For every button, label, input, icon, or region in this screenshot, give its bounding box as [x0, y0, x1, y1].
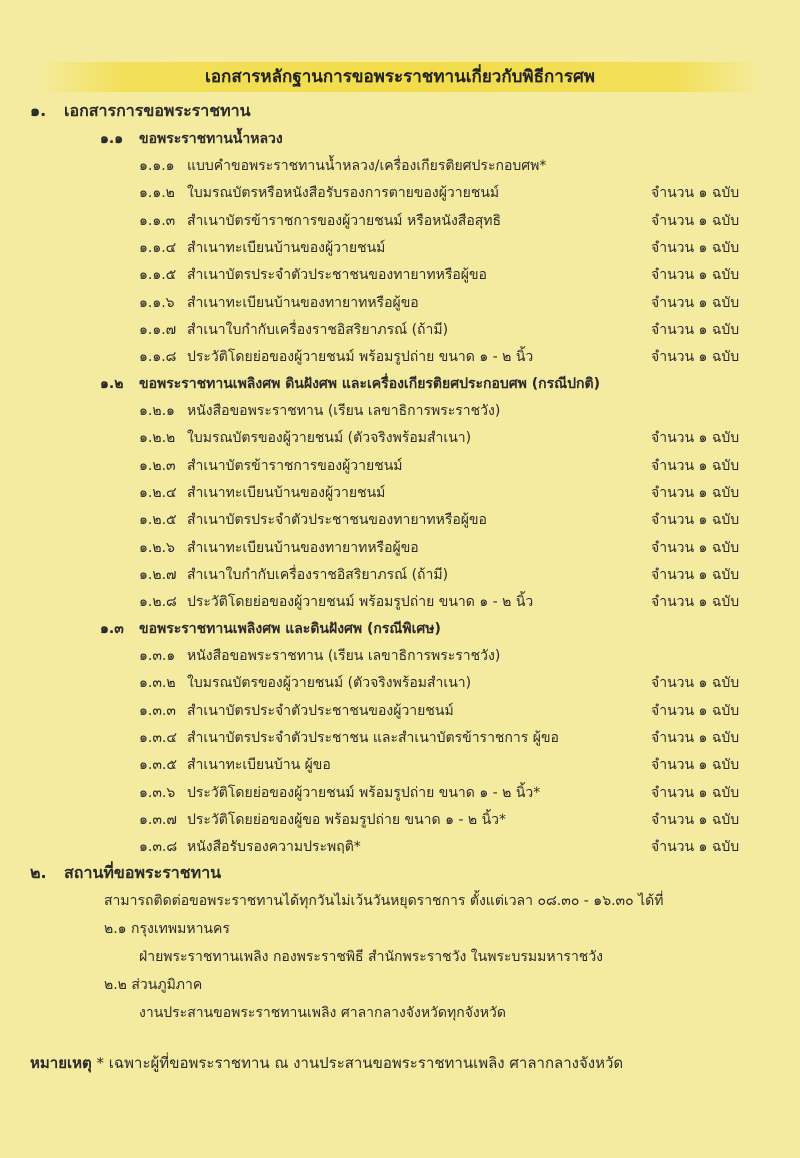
footnote [30, 1049, 623, 1077]
item-number: ๑.๓.๖ [139, 784, 176, 801]
item-text: สำเนาบัตรประจำตัวประชาชนของทายาทหรือผู้ขอ [187, 512, 487, 529]
item-number: ๑.๑.๗ [139, 321, 177, 338]
list-item [0, 317, 800, 343]
item-text: สำเนาใบกำกับเครื่องราชอิสริยาภรณ์ (ถ้ามี) [187, 321, 449, 338]
list-item [0, 235, 800, 261]
item-number: ๑.๓.๑ [139, 648, 176, 664]
list-item [0, 670, 800, 696]
item-text: สำเนาบัตรประจำตัวประชาชน และสำเนาบัตรข้าราชการ ผู้ขอ [187, 729, 559, 746]
list-item [0, 208, 800, 234]
list-item [0, 344, 800, 370]
section-number: ๒. [30, 863, 47, 882]
subsection-label: ขอพระราชทานเพลิงศพ ดินฝังศพ และเครื่องเกียรติยศประกอบศพ (กรณีปกติ) [139, 376, 601, 392]
item-quantity: จำนวน ๑ ฉบับ [651, 349, 740, 366]
subsection-number: ๑.๓ [100, 621, 124, 637]
item-quantity: จำนวน ๑ ฉบับ [651, 784, 740, 801]
subsection-1-3-heading [0, 616, 800, 642]
item-number: ๑.๒.๕ [139, 512, 177, 529]
item-quantity: จำนวน ๑ ฉบับ [651, 457, 740, 474]
list-item [0, 834, 800, 860]
location-bangkok-heading [104, 916, 230, 942]
item-number: ๑.๑.๕ [139, 267, 177, 284]
list-item [0, 398, 800, 424]
subsection-1-2-heading [0, 371, 800, 397]
section-label: สถานที่ขอพระราชทาน [64, 863, 222, 882]
item-text: สำเนาบัตรข้าราชการของผู้วายชนม์ [187, 457, 403, 474]
location-bangkok-detail: ฝ่ายพระราชทานเพลิง กองพระราชพิธี สำนักพระราชวัง ในพระบรมมหาราชวัง [139, 949, 604, 965]
item-quantity: จำนวน ๑ ฉบับ [651, 321, 740, 338]
subsection-number: ๑.๑ [100, 131, 124, 147]
item-text: สำเนาใบกำกับเครื่องราชอิสริยาภรณ์ (ถ้ามี) [187, 566, 449, 583]
subsection-1-1-heading [0, 126, 800, 152]
subsection-number: ๑.๒ [100, 376, 124, 392]
item-text: ใบมรณบัตรของผู้วายชนม์ (ตัวจริงพร้อมสำเนา) [187, 675, 472, 692]
list-item [0, 807, 800, 833]
list-item [0, 290, 800, 316]
footnote-label: หมายเหตุ [30, 1054, 92, 1072]
list-item [0, 180, 800, 206]
item-number: ๑.๓.๕ [139, 757, 177, 774]
item-number: ๑.๑.๓ [139, 212, 176, 229]
item-quantity: จำนวน ๑ ฉบับ [651, 239, 740, 256]
item-quantity: จำนวน ๑ ฉบับ [651, 512, 740, 529]
item-quantity: จำนวน ๑ ฉบับ [651, 539, 740, 556]
item-number: ๑.๑.๒ [139, 185, 175, 202]
item-quantity: จำนวน ๑ ฉบับ [651, 594, 740, 611]
section-1-heading [0, 98, 800, 124]
item-number: ๑.๒.๖ [139, 539, 175, 556]
list-item [0, 562, 800, 588]
item-text: ใบมรณบัตรหรือหนังสือรับรองการตายของผู้วายชนม์ [187, 185, 500, 202]
footnote-text: * เฉพาะผู้ที่ขอพระราชทาน ณ งานประสานขอพระราชทานเพลิง ศาลากลางจังหวัด [96, 1054, 624, 1072]
item-text: หนังสือรับรองความประพฤติ* [187, 839, 361, 856]
item-text: หนังสือขอพระราชทาน (เรียน เลขาธิการพระราชวัง) [187, 403, 501, 419]
item-text: ใบมรณบัตรของผู้วายชนม์ (ตัวจริงพร้อมสำเนา) [187, 430, 472, 447]
location-province-heading [104, 972, 202, 998]
section-label: เอกสารการขอพระราชทาน [64, 101, 251, 120]
item-text: สำเนาทะเบียนบ้านของผู้วายชนม์ [187, 239, 386, 256]
item-text: สำเนาทะเบียนบ้านของทายาทหรือผู้ขอ [187, 539, 419, 556]
item-text: สำเนาทะเบียนบ้านของทายาทหรือผู้ขอ [187, 294, 419, 311]
section-number: ๑. [30, 101, 47, 120]
item-quantity: จำนวน ๑ ฉบับ [651, 811, 740, 828]
item-quantity: จำนวน ๑ ฉบับ [651, 430, 740, 447]
item-quantity: จำนวน ๑ ฉบับ [651, 267, 740, 284]
item-text: ประวัติโดยย่อของผู้ขอ พร้อมรูปถ่าย ขนาด ๑ - ๒ นิ้ว* [187, 811, 507, 828]
item-text: ประวัติโดยย่อของผู้วายชนม์ พร้อมรูปถ่าย ขนาด ๑ - ๒ นิ้ว [187, 594, 534, 611]
document-title: เอกสารหลักฐานการขอพระราชทานเกี่ยวกับพิธีการศพ [35, 62, 765, 92]
list-item [0, 752, 800, 778]
item-quantity: จำนวน ๑ ฉบับ [651, 729, 740, 746]
item-text: สำเนาบัตรประจำตัวประชาชนของผู้วายชนม์ [187, 702, 454, 719]
location-province-detail: งานประสานขอพระราชทานเพลิง ศาลากลางจังหวัดทุกจังหวัด [139, 1005, 506, 1021]
subsection-label: ขอพระราชทานเพลิงศพ และดินฝังศพ (กรณีพิเศษ) [139, 621, 441, 637]
item-number: ๑.๓.๒ [139, 675, 176, 692]
list-item [0, 698, 800, 724]
list-item [0, 453, 800, 479]
item-text: สำเนาบัตรข้าราชการของผู้วายชนม์ หรือหนังสือสุทธิ [187, 212, 502, 229]
item-text: แบบคำขอพระราชทานน้ำหลวง/เครื่องเกียรติยศประกอบศพ* [187, 158, 547, 174]
list-item [0, 262, 800, 288]
item-quantity: จำนวน ๑ ฉบับ [651, 675, 740, 692]
location-label: กรุงเทพมหานคร [131, 921, 230, 937]
subsection-label: ขอพระราชทานน้ำหลวง [139, 131, 283, 147]
list-item [0, 507, 800, 533]
item-quantity: จำนวน ๑ ฉบับ [651, 212, 740, 229]
item-quantity: จำนวน ๑ ฉบับ [651, 702, 740, 719]
item-number: ๑.๒.๔ [139, 484, 177, 501]
item-number: ๑.๑.๖ [139, 294, 175, 311]
item-number: ๑.๑.๔ [139, 239, 177, 256]
location-number: ๒.๒ [104, 977, 127, 993]
list-item [0, 535, 800, 561]
item-number: ๑.๓.๔ [139, 729, 177, 746]
item-number: ๑.๒.๗ [139, 566, 177, 583]
item-text: สำเนาบัตรประจำตัวประชาชนของทายาทหรือผู้ขอ [187, 267, 487, 284]
list-item [0, 153, 800, 179]
item-number: ๑.๑.๘ [139, 349, 177, 366]
list-item [0, 480, 800, 506]
item-number: ๑.๓.๘ [139, 839, 178, 856]
item-text: ประวัติโดยย่อของผู้วายชนม์ พร้อมรูปถ่าย ขนาด ๑ - ๒ นิ้ว* [187, 784, 541, 801]
item-text: สำเนาทะเบียนบ้าน ผู้ขอ [187, 757, 331, 774]
item-text: หนังสือขอพระราชทาน (เรียน เลขาธิการพระราชวัง) [187, 648, 501, 664]
location-label: ส่วนภูมิภาค [131, 977, 203, 993]
item-quantity: จำนวน ๑ ฉบับ [651, 294, 740, 311]
item-quantity: จำนวน ๑ ฉบับ [651, 757, 740, 774]
item-quantity: จำนวน ๑ ฉบับ [651, 185, 740, 202]
item-quantity: จำนวน ๑ ฉบับ [651, 566, 740, 583]
item-number: ๑.๒.๘ [139, 594, 177, 611]
location-number: ๒.๑ [104, 921, 127, 937]
item-number: ๑.๓.๓ [139, 702, 176, 719]
item-quantity: จำนวน ๑ ฉบับ [651, 839, 740, 856]
list-item [0, 589, 800, 615]
item-text: สำเนาทะเบียนบ้านของผู้วายชนม์ [187, 484, 386, 501]
list-item [0, 780, 800, 806]
section-2-heading [0, 860, 800, 886]
office-hours-text: สามารถติดต่อขอพระราชทานได้ทุกวันไม่เว้นวันหยุดราชการ ตั้งแต่เวลา ๐๘.๓๐ - ๑๖.๓๐ ได้ที่ [104, 893, 664, 909]
item-number: ๑.๒.๓ [139, 457, 176, 474]
item-number: ๑.๓.๗ [139, 811, 177, 828]
item-number: ๑.๒.๒ [139, 430, 176, 447]
item-number: ๑.๑.๑ [139, 158, 175, 174]
item-quantity: จำนวน ๑ ฉบับ [651, 484, 740, 501]
list-item [0, 725, 800, 751]
list-item [0, 643, 800, 669]
item-text: ประวัติโดยย่อของผู้วายชนม์ พร้อมรูปถ่าย ขนาด ๑ - ๒ นิ้ว [187, 349, 534, 366]
item-number: ๑.๒.๑ [139, 403, 175, 419]
list-item [0, 425, 800, 451]
